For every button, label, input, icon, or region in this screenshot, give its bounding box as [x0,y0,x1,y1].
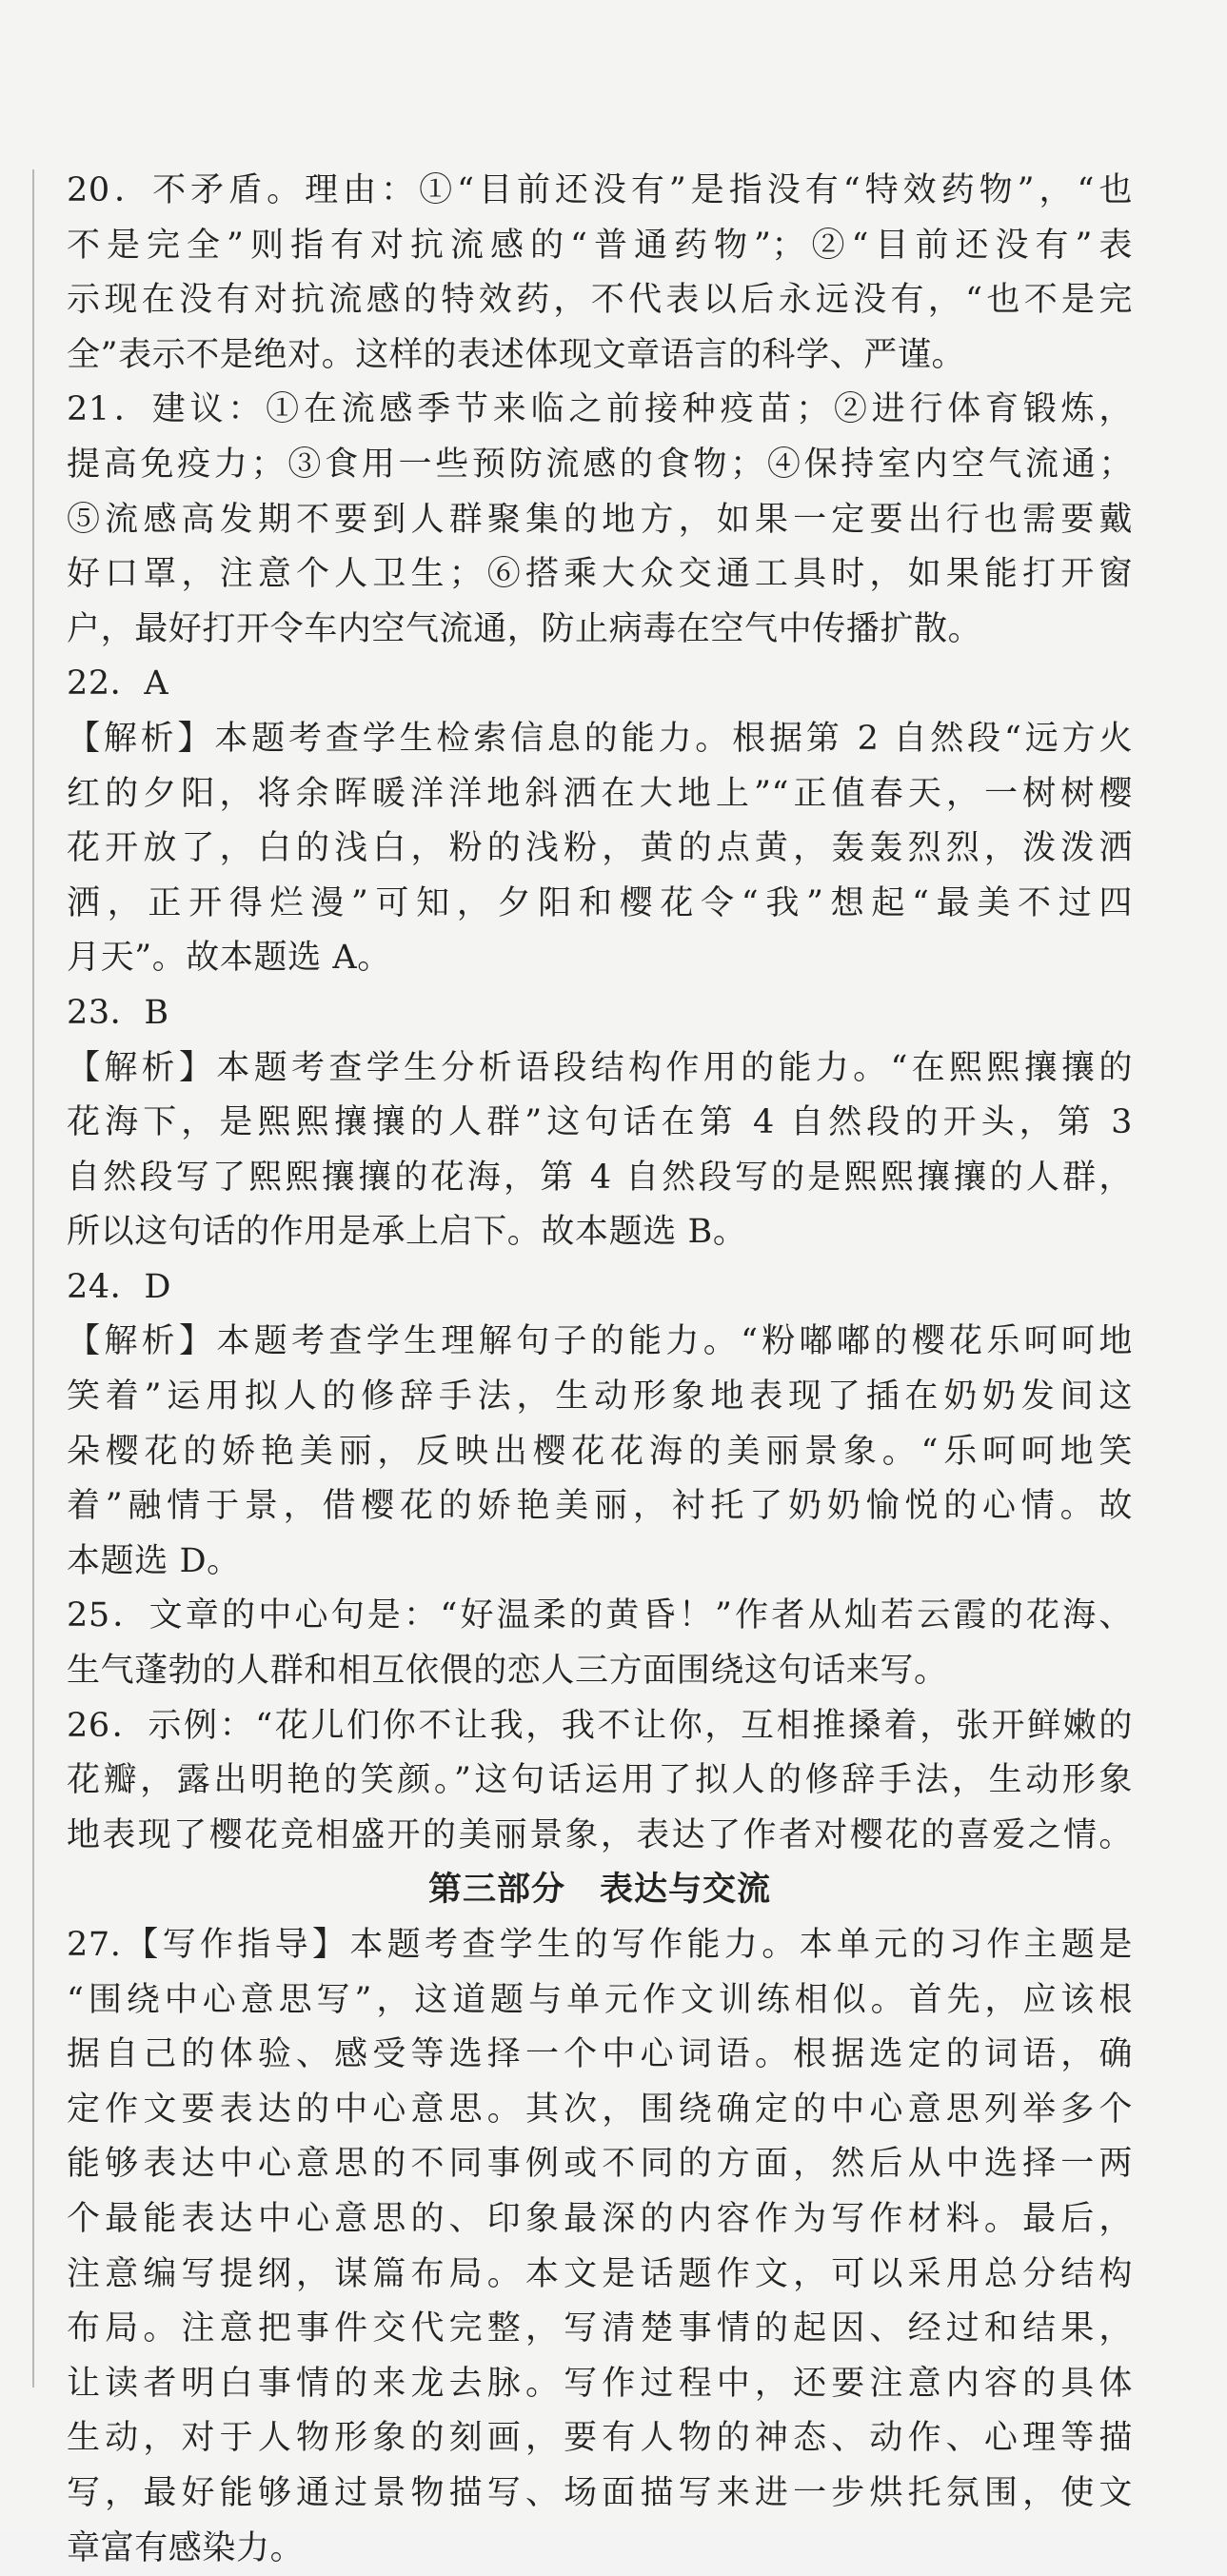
section-heading: 第三部分 表达与交流 [427,1871,771,1910]
text-line: 月天”。故本题选 A。 [67,939,391,978]
text-line: 自然段写了熙熙攘攘的花海，第 4 自然段写的是熙熙攘攘的人群， [67,1158,1133,1197]
text-line: 据自己的体验、感受等选择一个中心词语。根据选定的词语，确 [67,2035,1133,2074]
text-line: 所以这句话的作用是承上启下。故本题选 B。 [67,1213,747,1252]
text-line: ⑤流感高发期不要到人群聚集的地方，如果一定要出行也需要戴 [67,500,1133,539]
text-line: 定作文要表达的中心意思。其次，围绕确定的中心意思列举多个 [67,2090,1133,2129]
text-line: 24．D [67,1267,171,1306]
text-line: 地表现了樱花竞相盛开的美丽景象，表达了作者对樱花的喜爱之情。 [67,1815,1133,1854]
text-line: 个最能表达中心意思的、印象最深的内容作为写作材料。最后， [67,2199,1133,2238]
text-line: 提高免疫力；③食用一些预防流感的食物；④保持室内空气流通； [67,445,1133,484]
text-line: “围绕中心意思写”，这道题与单元作文训练相似。首先，应该根 [67,1980,1133,2019]
text-line: 户，最好打开令车内空气流通，防止病毒在空气中传播扩散。 [67,609,982,648]
text-line: 示现在没有对抗流感的特效药，不代表以后永远没有，“也不是完 [67,281,1133,320]
text-line: 22．A [67,664,169,703]
text-line: 25．文章的中心句是：“好温柔的黄昏！”作者从灿若云霞的花海、 [67,1596,1133,1635]
text-line: 26．示例：“花儿们你不让我，我不让你，互相推搡着，张开鲜嫩的 [67,1706,1133,1745]
text-line: 【解析】本题考查学生理解句子的能力。“粉嘟嘟的樱花乐呵呵地 [67,1322,1133,1361]
text-line: 写，最好能够通过景物描写、场面描写来进一步烘托氛围，使文 [67,2473,1133,2512]
text-line: 注意编写提纲，谋篇布局。本文是话题作文，可以采用总分结构 [67,2254,1133,2293]
text-line: 花瓣，露出明艳的笑颜。”这句话运用了拟人的修辞手法，生动形象 [67,1761,1133,1800]
text-line: 好口罩，注意个人卫生；⑥搭乘大众交通工具时，如果能打开窗 [67,555,1133,594]
answer-content [67,164,1133,2576]
text-line: 笑着”运用拟人的修辞手法，生动形象地表现了插在奶奶发间这 [67,1377,1133,1417]
text-line: 21．建议：①在流感季节来临之前接种疫苗；②进行体育锻炼， [67,390,1133,429]
text-line: 花开放了，白的浅白，粉的浅粉，黄的点黄，轰轰烈烈，泼泼洒 [67,829,1133,868]
text-line: 花海下，是熙熙攘攘的人群”这句话在第 4 自然段的开头，第 3 [67,1103,1133,1142]
text-line: 20．不矛盾。理由：①“目前还没有”是指没有“特效药物”，“也 [67,171,1133,209]
left-margin-rule [32,169,34,2388]
text-line: 27.【写作指导】本题考查学生的写作能力。本单元的习作主题是 [67,1926,1133,1964]
text-line: 生气蓬勃的人群和相互依偎的恋人三方面围绕这句话来写。 [67,1652,948,1691]
text-line: 着”融情于景，借樱花的娇艳美丽，衬托了奶奶愉悦的心情。故 [67,1487,1133,1526]
text-line: 朵樱花的娇艳美丽，反映出樱花花海的美丽景象。“乐呵呵地笑 [67,1432,1133,1471]
text-line: 【解析】本题考查学生分析语段结构作用的能力。“在熙熙攘攘的 [67,1048,1133,1087]
text-line: 章富有感染力。 [67,2528,305,2567]
text-line: 红的夕阳，将余晖暖洋洋地斜洒在大地上”“正值春天，一树树樱 [67,774,1133,813]
text-line: 不是完全”则指有对抗流感的“普通药物”；②“目前还没有”表 [67,226,1133,265]
text-line: 全”表示不是绝对。这样的表述体现文章语言的科学、严谨。 [67,335,966,374]
text-line: 能够表达中心意思的不同事例或不同的方面，然后从中选择一两 [67,2145,1133,2184]
text-line: 本题选 D。 [67,1541,241,1580]
text-line: 【解析】本题考查学生检索信息的能力。根据第 2 自然段“远方火 [67,719,1133,758]
text-line: 让读者明白事情的来龙去脉。写作过程中，还要注意内容的具体 [67,2364,1133,2403]
text-line: 23．B [67,993,169,1032]
text-line: 生动，对于人物形象的刻画，要有人物的神态、动作、心理等描 [67,2419,1133,2458]
text-line: 布局。注意把事件交代完整，写清楚事情的起因、经过和结果， [67,2309,1133,2348]
text-line: 洒，正开得烂漫”可知，夕阳和樱花令“我”想起“最美不过四 [67,883,1133,922]
